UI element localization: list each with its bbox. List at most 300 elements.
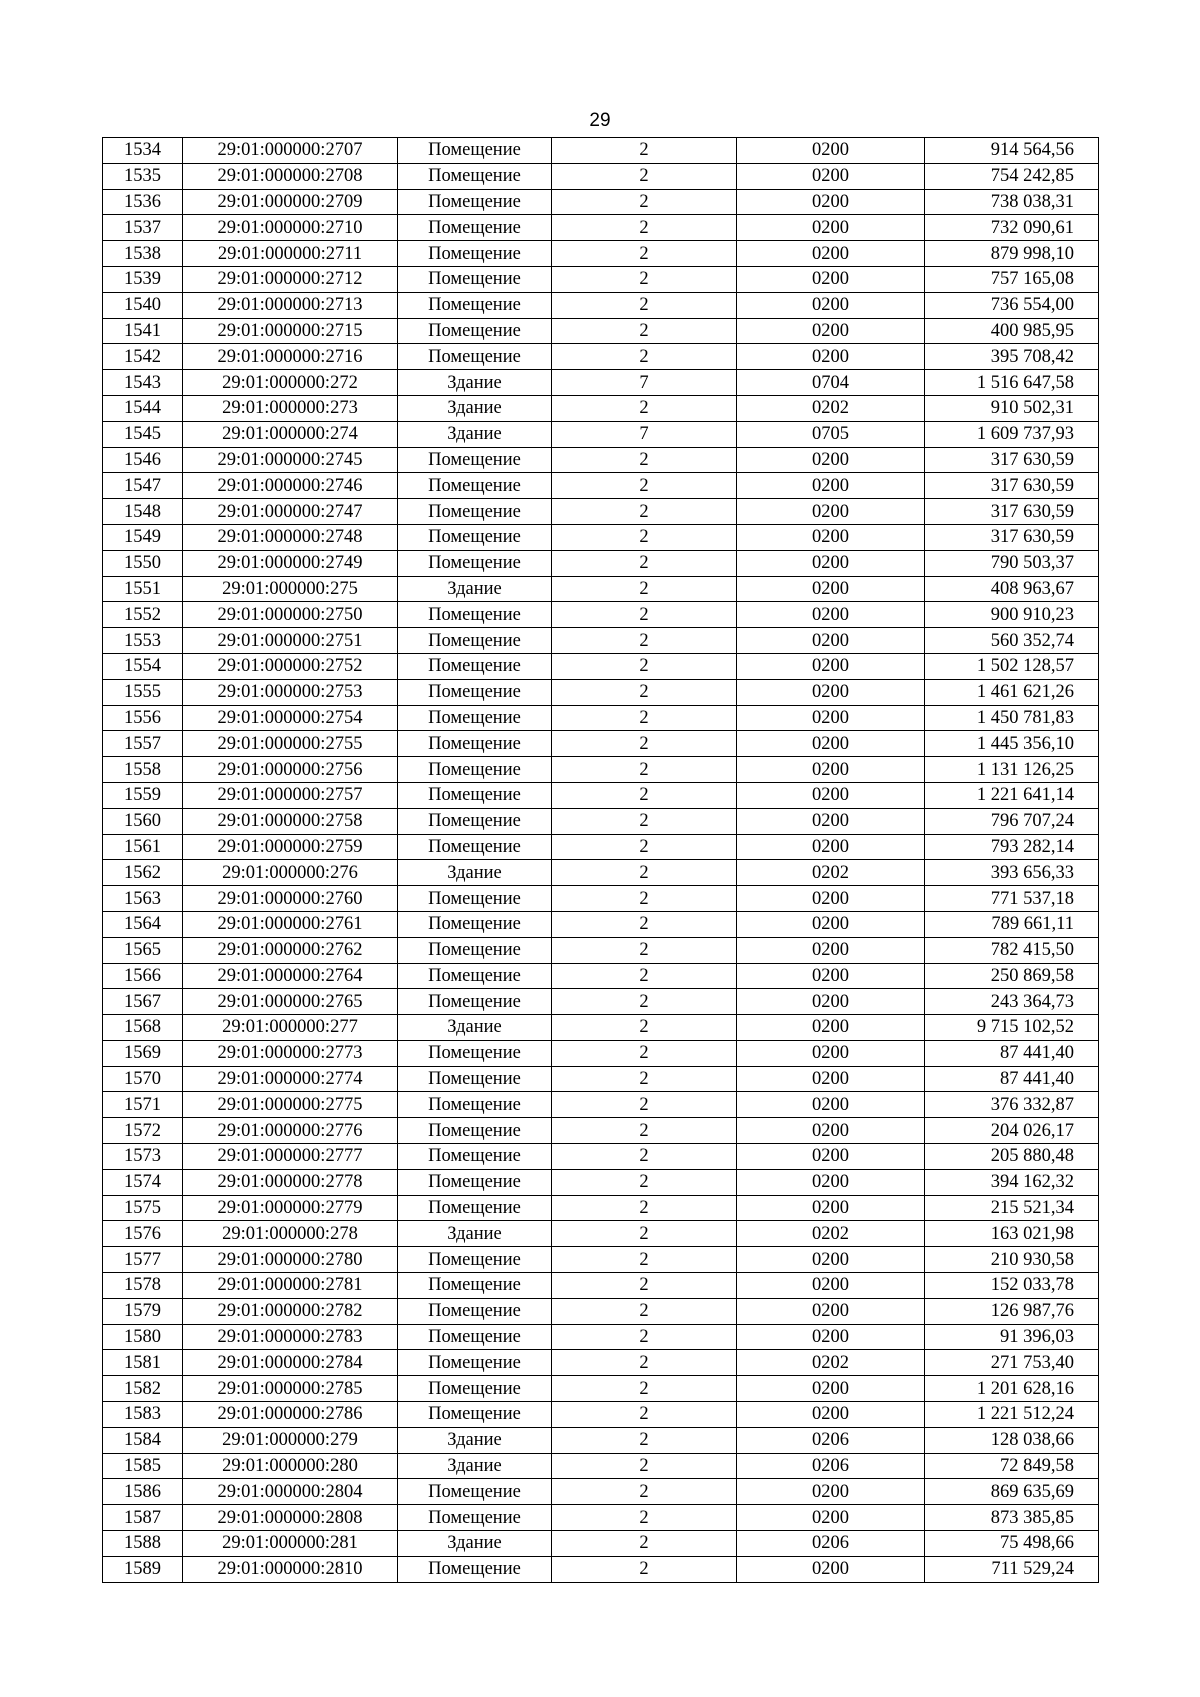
cadastral-number-cell: 29:01:000000:2758 xyxy=(183,808,398,834)
subgroup-code-cell: 0200 xyxy=(737,550,925,576)
cadastral-number-cell: 29:01:000000:274 xyxy=(183,421,398,447)
subgroup-code-cell: 0200 xyxy=(737,1195,925,1221)
table-row xyxy=(103,1118,1099,1144)
object-type-cell: Помещение xyxy=(398,550,552,576)
row-number-cell: 1555 xyxy=(103,679,183,705)
subgroup-code-cell: 0200 xyxy=(737,138,925,164)
cadastral-value-cell: 790 503,37 xyxy=(925,550,1099,576)
group-code-cell: 2 xyxy=(552,447,737,473)
subgroup-code-cell: 0200 xyxy=(737,1298,925,1324)
group-code-cell: 2 xyxy=(552,834,737,860)
group-code-cell: 2 xyxy=(552,1273,737,1299)
cadastral-number-cell: 29:01:000000:2748 xyxy=(183,524,398,550)
cadastral-value-cell: 873 385,85 xyxy=(925,1505,1099,1531)
table-row xyxy=(103,138,1099,164)
cadastral-value-cell: 560 352,74 xyxy=(925,628,1099,654)
cadastral-value-cell: 869 635,69 xyxy=(925,1479,1099,1505)
object-type-cell: Помещение xyxy=(398,1118,552,1144)
row-number-cell: 1588 xyxy=(103,1531,183,1557)
group-code-cell: 2 xyxy=(552,989,737,1015)
object-type-cell: Здание xyxy=(398,421,552,447)
table-row xyxy=(103,731,1099,757)
group-code-cell: 2 xyxy=(552,1350,737,1376)
cadastral-value-cell: 910 502,31 xyxy=(925,395,1099,421)
group-code-cell: 2 xyxy=(552,653,737,679)
subgroup-code-cell: 0200 xyxy=(737,1247,925,1273)
cadastral-value-cell: 782 415,50 xyxy=(925,937,1099,963)
group-code-cell: 2 xyxy=(552,1247,737,1273)
row-number-cell: 1553 xyxy=(103,628,183,654)
cadastral-value-cell: 317 630,59 xyxy=(925,524,1099,550)
cadastral-value-cell: 400 985,95 xyxy=(925,318,1099,344)
row-number-cell: 1542 xyxy=(103,344,183,370)
group-code-cell: 2 xyxy=(552,266,737,292)
cadastral-value-cell: 789 661,11 xyxy=(925,911,1099,937)
object-type-cell: Помещение xyxy=(398,911,552,937)
row-number-cell: 1587 xyxy=(103,1505,183,1531)
table-row xyxy=(103,1092,1099,1118)
object-type-cell: Помещение xyxy=(398,1376,552,1402)
row-number-cell: 1562 xyxy=(103,860,183,886)
cadastral-value-cell: 1 450 781,83 xyxy=(925,705,1099,731)
cadastral-value-cell: 210 930,58 xyxy=(925,1247,1099,1273)
cadastral-value-cell: 87 441,40 xyxy=(925,1066,1099,1092)
object-type-cell: Помещение xyxy=(398,1247,552,1273)
table-row xyxy=(103,1376,1099,1402)
row-number-cell: 1577 xyxy=(103,1247,183,1273)
cadastral-number-cell: 29:01:000000:278 xyxy=(183,1221,398,1247)
subgroup-code-cell: 0200 xyxy=(737,499,925,525)
table-row xyxy=(103,189,1099,215)
group-code-cell: 2 xyxy=(552,1479,737,1505)
table-row xyxy=(103,782,1099,808)
cadastral-value-cell: 317 630,59 xyxy=(925,447,1099,473)
cadastral-value-cell: 711 529,24 xyxy=(925,1556,1099,1582)
cadastral-value-cell: 1 445 356,10 xyxy=(925,731,1099,757)
group-code-cell: 2 xyxy=(552,1015,737,1041)
row-number-cell: 1544 xyxy=(103,395,183,421)
cadastral-number-cell: 29:01:000000:2747 xyxy=(183,499,398,525)
table-row xyxy=(103,1247,1099,1273)
row-number-cell: 1566 xyxy=(103,963,183,989)
object-type-cell: Помещение xyxy=(398,757,552,783)
subgroup-code-cell: 0202 xyxy=(737,395,925,421)
cadastral-number-cell: 29:01:000000:2773 xyxy=(183,1040,398,1066)
object-type-cell: Здание xyxy=(398,1221,552,1247)
table-row xyxy=(103,757,1099,783)
subgroup-code-cell: 0200 xyxy=(737,189,925,215)
object-type-cell: Помещение xyxy=(398,318,552,344)
object-type-cell: Помещение xyxy=(398,834,552,860)
row-number-cell: 1535 xyxy=(103,163,183,189)
table-row xyxy=(103,886,1099,912)
table-row xyxy=(103,937,1099,963)
group-code-cell: 2 xyxy=(552,1092,737,1118)
cadastral-number-cell: 29:01:000000:2762 xyxy=(183,937,398,963)
object-type-cell: Помещение xyxy=(398,653,552,679)
cadastral-value-cell: 754 242,85 xyxy=(925,163,1099,189)
row-number-cell: 1582 xyxy=(103,1376,183,1402)
table-row xyxy=(103,395,1099,421)
subgroup-code-cell: 0200 xyxy=(737,886,925,912)
row-number-cell: 1541 xyxy=(103,318,183,344)
cadastral-number-cell: 29:01:000000:2779 xyxy=(183,1195,398,1221)
cadastral-number-cell: 29:01:000000:2764 xyxy=(183,963,398,989)
row-number-cell: 1568 xyxy=(103,1015,183,1041)
subgroup-code-cell: 0200 xyxy=(737,628,925,654)
row-number-cell: 1539 xyxy=(103,266,183,292)
cadastral-value-cell: 163 021,98 xyxy=(925,1221,1099,1247)
subgroup-code-cell: 0200 xyxy=(737,1324,925,1350)
table-row xyxy=(103,241,1099,267)
cadastral-value-cell: 317 630,59 xyxy=(925,499,1099,525)
table-row xyxy=(103,1040,1099,1066)
row-number-cell: 1554 xyxy=(103,653,183,679)
group-code-cell: 2 xyxy=(552,1298,737,1324)
table-row xyxy=(103,1479,1099,1505)
cadastral-number-cell: 29:01:000000:2784 xyxy=(183,1350,398,1376)
cadastral-number-cell: 29:01:000000:2759 xyxy=(183,834,398,860)
object-type-cell: Помещение xyxy=(398,1505,552,1531)
group-code-cell: 2 xyxy=(552,782,737,808)
group-code-cell: 2 xyxy=(552,963,737,989)
row-number-cell: 1585 xyxy=(103,1453,183,1479)
cadastral-number-cell: 29:01:000000:2781 xyxy=(183,1273,398,1299)
table-row xyxy=(103,1195,1099,1221)
cadastral-value-cell: 732 090,61 xyxy=(925,215,1099,241)
row-number-cell: 1534 xyxy=(103,138,183,164)
group-code-cell: 2 xyxy=(552,628,737,654)
group-code-cell: 2 xyxy=(552,499,737,525)
row-number-cell: 1569 xyxy=(103,1040,183,1066)
cadastral-number-cell: 29:01:000000:2783 xyxy=(183,1324,398,1350)
group-code-cell: 2 xyxy=(552,1195,737,1221)
object-type-cell: Помещение xyxy=(398,628,552,654)
cadastral-value-cell: 1 461 621,26 xyxy=(925,679,1099,705)
row-number-cell: 1543 xyxy=(103,370,183,396)
subgroup-code-cell: 0200 xyxy=(737,911,925,937)
group-code-cell: 2 xyxy=(552,1169,737,1195)
group-code-cell: 7 xyxy=(552,370,737,396)
row-number-cell: 1540 xyxy=(103,292,183,318)
subgroup-code-cell: 0200 xyxy=(737,447,925,473)
cadastral-number-cell: 29:01:000000:2808 xyxy=(183,1505,398,1531)
subgroup-code-cell: 0200 xyxy=(737,963,925,989)
cadastral-number-cell: 29:01:000000:2716 xyxy=(183,344,398,370)
table-row xyxy=(103,1169,1099,1195)
row-number-cell: 1584 xyxy=(103,1427,183,1453)
group-code-cell: 2 xyxy=(552,705,737,731)
subgroup-code-cell: 0202 xyxy=(737,1221,925,1247)
cadastral-number-cell: 29:01:000000:2780 xyxy=(183,1247,398,1273)
cadastral-number-cell: 29:01:000000:2715 xyxy=(183,318,398,344)
subgroup-code-cell: 0206 xyxy=(737,1427,925,1453)
subgroup-code-cell: 0202 xyxy=(737,1350,925,1376)
row-number-cell: 1557 xyxy=(103,731,183,757)
subgroup-code-cell: 0200 xyxy=(737,318,925,344)
group-code-cell: 2 xyxy=(552,679,737,705)
subgroup-code-cell: 0200 xyxy=(737,602,925,628)
row-number-cell: 1547 xyxy=(103,473,183,499)
table-row xyxy=(103,1402,1099,1428)
object-type-cell: Помещение xyxy=(398,473,552,499)
cadastral-number-cell: 29:01:000000:2804 xyxy=(183,1479,398,1505)
subgroup-code-cell: 0200 xyxy=(737,1118,925,1144)
group-code-cell: 2 xyxy=(552,576,737,602)
object-type-cell: Помещение xyxy=(398,782,552,808)
cadastral-value-cell: 87 441,40 xyxy=(925,1040,1099,1066)
table-row xyxy=(103,266,1099,292)
cadastral-value-cell: 771 537,18 xyxy=(925,886,1099,912)
table-row xyxy=(103,1221,1099,1247)
subgroup-code-cell: 0200 xyxy=(737,1040,925,1066)
cadastral-value-cell: 152 033,78 xyxy=(925,1273,1099,1299)
cadastral-number-cell: 29:01:000000:2756 xyxy=(183,757,398,783)
cadastral-value-cell: 395 708,42 xyxy=(925,344,1099,370)
group-code-cell: 2 xyxy=(552,860,737,886)
row-number-cell: 1564 xyxy=(103,911,183,937)
row-number-cell: 1563 xyxy=(103,886,183,912)
subgroup-code-cell: 0206 xyxy=(737,1531,925,1557)
object-type-cell: Здание xyxy=(398,1531,552,1557)
table-row xyxy=(103,215,1099,241)
table-row xyxy=(103,1505,1099,1531)
cadastral-value-cell: 1 131 126,25 xyxy=(925,757,1099,783)
table-row xyxy=(103,524,1099,550)
cadastral-value-cell: 738 038,31 xyxy=(925,189,1099,215)
group-code-cell: 2 xyxy=(552,1324,737,1350)
group-code-cell: 2 xyxy=(552,757,737,783)
cadastral-number-cell: 29:01:000000:2757 xyxy=(183,782,398,808)
table-row xyxy=(103,860,1099,886)
cadastral-number-cell: 29:01:000000:2785 xyxy=(183,1376,398,1402)
row-number-cell: 1573 xyxy=(103,1144,183,1170)
row-number-cell: 1546 xyxy=(103,447,183,473)
object-type-cell: Здание xyxy=(398,1015,552,1041)
object-type-cell: Здание xyxy=(398,576,552,602)
object-type-cell: Помещение xyxy=(398,1402,552,1428)
cadastral-value-cell: 1 516 647,58 xyxy=(925,370,1099,396)
group-code-cell: 2 xyxy=(552,1066,737,1092)
cadastral-value-cell: 1 221 512,24 xyxy=(925,1402,1099,1428)
cadastral-value-cell: 72 849,58 xyxy=(925,1453,1099,1479)
object-type-cell: Помещение xyxy=(398,1040,552,1066)
object-type-cell: Помещение xyxy=(398,1556,552,1582)
cadastral-value-cell: 736 554,00 xyxy=(925,292,1099,318)
cadastral-number-cell: 29:01:000000:2753 xyxy=(183,679,398,705)
row-number-cell: 1551 xyxy=(103,576,183,602)
group-code-cell: 2 xyxy=(552,163,737,189)
cadastral-number-cell: 29:01:000000:2746 xyxy=(183,473,398,499)
cadastral-number-cell: 29:01:000000:2745 xyxy=(183,447,398,473)
cadastral-number-cell: 29:01:000000:272 xyxy=(183,370,398,396)
subgroup-code-cell: 0200 xyxy=(737,344,925,370)
table-row xyxy=(103,1531,1099,1557)
subgroup-code-cell: 0200 xyxy=(737,834,925,860)
object-type-cell: Помещение xyxy=(398,1169,552,1195)
subgroup-code-cell: 0200 xyxy=(737,215,925,241)
row-number-cell: 1579 xyxy=(103,1298,183,1324)
cadastral-number-cell: 29:01:000000:2754 xyxy=(183,705,398,731)
row-number-cell: 1570 xyxy=(103,1066,183,1092)
cadastral-value-cell: 243 364,73 xyxy=(925,989,1099,1015)
object-type-cell: Помещение xyxy=(398,602,552,628)
cadastral-number-cell: 29:01:000000:2775 xyxy=(183,1092,398,1118)
group-code-cell: 2 xyxy=(552,1221,737,1247)
subgroup-code-cell: 0200 xyxy=(737,1015,925,1041)
table-row xyxy=(103,911,1099,937)
cadastral-number-cell: 29:01:000000:280 xyxy=(183,1453,398,1479)
subgroup-code-cell: 0705 xyxy=(737,421,925,447)
object-type-cell: Помещение xyxy=(398,163,552,189)
cadastral-value-cell: 1 201 628,16 xyxy=(925,1376,1099,1402)
cadastral-value-cell: 408 963,67 xyxy=(925,576,1099,602)
subgroup-code-cell: 0200 xyxy=(737,1376,925,1402)
row-number-cell: 1567 xyxy=(103,989,183,1015)
cadastral-value-cell: 900 910,23 xyxy=(925,602,1099,628)
row-number-cell: 1558 xyxy=(103,757,183,783)
object-type-cell: Здание xyxy=(398,1453,552,1479)
object-type-cell: Помещение xyxy=(398,1324,552,1350)
subgroup-code-cell: 0200 xyxy=(737,1144,925,1170)
subgroup-code-cell: 0200 xyxy=(737,808,925,834)
cadastral-number-cell: 29:01:000000:2750 xyxy=(183,602,398,628)
subgroup-code-cell: 0200 xyxy=(737,1169,925,1195)
table-row xyxy=(103,989,1099,1015)
cadastral-value-cell: 1 502 128,57 xyxy=(925,653,1099,679)
table-row xyxy=(103,1066,1099,1092)
object-type-cell: Помещение xyxy=(398,215,552,241)
subgroup-code-cell: 0200 xyxy=(737,576,925,602)
row-number-cell: 1545 xyxy=(103,421,183,447)
row-number-cell: 1550 xyxy=(103,550,183,576)
group-code-cell: 2 xyxy=(552,189,737,215)
group-code-cell: 2 xyxy=(552,1118,737,1144)
cadastral-number-cell: 29:01:000000:2710 xyxy=(183,215,398,241)
subgroup-code-cell: 0200 xyxy=(737,731,925,757)
cadastral-number-cell: 29:01:000000:2711 xyxy=(183,241,398,267)
row-number-cell: 1580 xyxy=(103,1324,183,1350)
object-type-cell: Помещение xyxy=(398,266,552,292)
page-number: 29 xyxy=(589,110,611,131)
group-code-cell: 2 xyxy=(552,808,737,834)
cadastral-value-cell: 879 998,10 xyxy=(925,241,1099,267)
object-type-cell: Помещение xyxy=(398,1298,552,1324)
object-type-cell: Помещение xyxy=(398,937,552,963)
cadastral-number-cell: 29:01:000000:281 xyxy=(183,1531,398,1557)
cadastral-number-cell: 29:01:000000:2777 xyxy=(183,1144,398,1170)
row-number-cell: 1560 xyxy=(103,808,183,834)
object-type-cell: Помещение xyxy=(398,1092,552,1118)
table-row xyxy=(103,834,1099,860)
subgroup-code-cell: 0200 xyxy=(737,473,925,499)
table-row xyxy=(103,318,1099,344)
cadastral-value-cell: 376 332,87 xyxy=(925,1092,1099,1118)
row-number-cell: 1536 xyxy=(103,189,183,215)
table-row xyxy=(103,1427,1099,1453)
object-type-cell: Помещение xyxy=(398,989,552,1015)
cadastral-value-cell: 757 165,08 xyxy=(925,266,1099,292)
subgroup-code-cell: 0200 xyxy=(737,989,925,1015)
registry-table xyxy=(102,137,1099,1583)
table-row xyxy=(103,163,1099,189)
cadastral-number-cell: 29:01:000000:279 xyxy=(183,1427,398,1453)
object-type-cell: Здание xyxy=(398,1427,552,1453)
group-code-cell: 2 xyxy=(552,344,737,370)
subgroup-code-cell: 0202 xyxy=(737,860,925,886)
cadastral-number-cell: 29:01:000000:2776 xyxy=(183,1118,398,1144)
row-number-cell: 1561 xyxy=(103,834,183,860)
cadastral-value-cell: 394 162,32 xyxy=(925,1169,1099,1195)
group-code-cell: 2 xyxy=(552,395,737,421)
object-type-cell: Помещение xyxy=(398,138,552,164)
cadastral-number-cell: 29:01:000000:2712 xyxy=(183,266,398,292)
object-type-cell: Помещение xyxy=(398,241,552,267)
group-code-cell: 2 xyxy=(552,1040,737,1066)
object-type-cell: Помещение xyxy=(398,1350,552,1376)
cadastral-value-cell: 1 609 737,93 xyxy=(925,421,1099,447)
table-row xyxy=(103,1015,1099,1041)
cadastral-value-cell: 317 630,59 xyxy=(925,473,1099,499)
subgroup-code-cell: 0200 xyxy=(737,782,925,808)
group-code-cell: 2 xyxy=(552,215,737,241)
cadastral-number-cell: 29:01:000000:2774 xyxy=(183,1066,398,1092)
cadastral-value-cell: 271 753,40 xyxy=(925,1350,1099,1376)
subgroup-code-cell: 0200 xyxy=(737,1273,925,1299)
subgroup-code-cell: 0200 xyxy=(737,757,925,783)
cadastral-value-cell: 75 498,66 xyxy=(925,1531,1099,1557)
group-code-cell: 2 xyxy=(552,138,737,164)
subgroup-code-cell: 0200 xyxy=(737,679,925,705)
row-number-cell: 1586 xyxy=(103,1479,183,1505)
object-type-cell: Помещение xyxy=(398,344,552,370)
object-type-cell: Помещение xyxy=(398,808,552,834)
row-number-cell: 1549 xyxy=(103,524,183,550)
table-row xyxy=(103,963,1099,989)
table-row xyxy=(103,653,1099,679)
object-type-cell: Помещение xyxy=(398,1066,552,1092)
cadastral-value-cell: 1 221 641,14 xyxy=(925,782,1099,808)
table-row xyxy=(103,1453,1099,1479)
row-number-cell: 1559 xyxy=(103,782,183,808)
object-type-cell: Здание xyxy=(398,860,552,886)
row-number-cell: 1583 xyxy=(103,1402,183,1428)
cadastral-value-cell: 91 396,03 xyxy=(925,1324,1099,1350)
table-row xyxy=(103,421,1099,447)
cadastral-number-cell: 29:01:000000:2755 xyxy=(183,731,398,757)
group-code-cell: 2 xyxy=(552,292,737,318)
group-code-cell: 2 xyxy=(552,1427,737,1453)
row-number-cell: 1548 xyxy=(103,499,183,525)
group-code-cell: 2 xyxy=(552,241,737,267)
table-row xyxy=(103,447,1099,473)
object-type-cell: Помещение xyxy=(398,1195,552,1221)
object-type-cell: Помещение xyxy=(398,963,552,989)
group-code-cell: 2 xyxy=(552,524,737,550)
cadastral-value-cell: 205 880,48 xyxy=(925,1144,1099,1170)
row-number-cell: 1574 xyxy=(103,1169,183,1195)
table-row xyxy=(103,602,1099,628)
table-row xyxy=(103,808,1099,834)
cadastral-number-cell: 29:01:000000:2810 xyxy=(183,1556,398,1582)
group-code-cell: 2 xyxy=(552,318,737,344)
subgroup-code-cell: 0200 xyxy=(737,292,925,318)
subgroup-code-cell: 0200 xyxy=(737,241,925,267)
group-code-cell: 2 xyxy=(552,1376,737,1402)
group-code-cell: 2 xyxy=(552,1453,737,1479)
cadastral-number-cell: 29:01:000000:273 xyxy=(183,395,398,421)
object-type-cell: Помещение xyxy=(398,705,552,731)
